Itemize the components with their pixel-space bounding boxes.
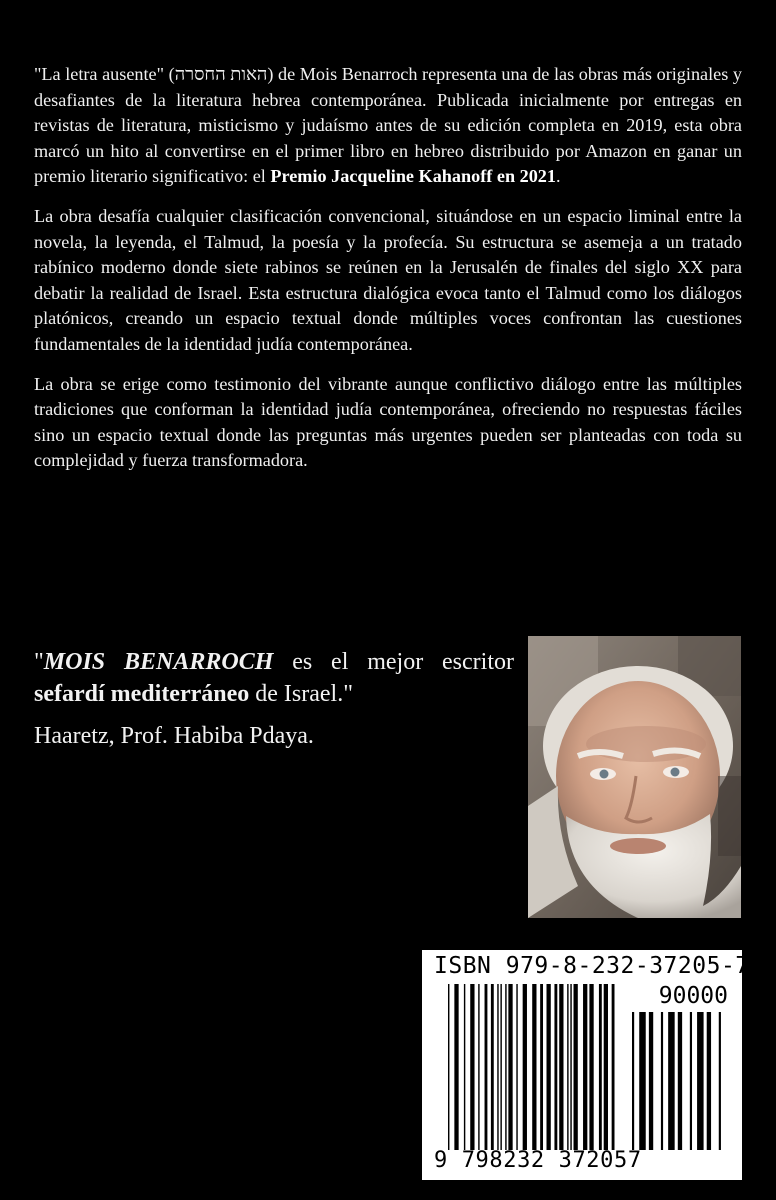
barcode-bar xyxy=(707,1012,711,1150)
barcode-bar xyxy=(697,1012,704,1150)
barcode-bar xyxy=(478,984,479,1150)
barcode-bar xyxy=(678,1012,682,1150)
ean-digits: 9 798232 372057 xyxy=(434,1148,642,1173)
barcode-bar xyxy=(532,984,536,1150)
barcode-bar xyxy=(540,984,543,1150)
barcode-bar xyxy=(464,984,465,1150)
barcode-bar xyxy=(583,984,587,1150)
quote-open: " xyxy=(34,649,44,675)
barcode-bar xyxy=(570,984,571,1150)
barcode-bar xyxy=(497,984,498,1150)
barcode-bar xyxy=(632,1012,634,1150)
barcode-bar xyxy=(554,984,557,1150)
barcode-bar xyxy=(639,1012,646,1150)
quote-author-name: MOIS BENARROCH xyxy=(43,649,274,675)
quote-mid: es el mejor escritor xyxy=(273,649,514,675)
quote-text xyxy=(34,646,514,710)
barcode-bar xyxy=(719,1012,721,1150)
barcode-bar xyxy=(516,984,517,1150)
blurb-paragraph-3: La obra se erige como testimonio del vibrante aunque conflictivo diálogo entre las múltiples tradiciones que conforman la identidad judía contemporánea, ofreciendo no respuestas fáciles sino un espacio textual donde las preguntas más urgentes pueden ser planteadas con toda su complejidad y fuerza transformadora. xyxy=(34,373,742,471)
barcode-bar xyxy=(690,1012,692,1150)
addon-barcode-bars xyxy=(632,1012,726,1150)
quote-end: de Israel." xyxy=(249,681,354,707)
isbn-label: ISBN 979-8-232-37205-7 xyxy=(434,953,750,979)
barcode-bar xyxy=(508,984,512,1150)
barcode-bar xyxy=(470,984,474,1150)
barcode-bar xyxy=(649,1012,653,1150)
barcode-bar xyxy=(668,1012,675,1150)
author-quote xyxy=(34,646,514,752)
barcode-bar xyxy=(574,984,578,1150)
author-portrait-image xyxy=(528,636,741,918)
barcode-bar xyxy=(599,984,602,1150)
isbn-barcode xyxy=(422,950,750,1180)
barcode-bar xyxy=(559,984,563,1150)
barcode-bar xyxy=(567,984,568,1150)
barcode-bar xyxy=(589,984,593,1150)
barcode-bar xyxy=(547,984,551,1150)
barcode-bar xyxy=(523,984,527,1150)
barcode-bar xyxy=(485,984,488,1150)
quote-source: Haaretz, Prof. Habiba Pdaya. xyxy=(34,723,314,749)
barcode-bar xyxy=(505,984,506,1150)
barcode-bar xyxy=(491,984,494,1150)
blurb-paragraph-1 xyxy=(34,62,742,190)
barcode-bar xyxy=(454,984,458,1150)
price-code: 90000 xyxy=(658,983,728,1009)
back-cover-blurb xyxy=(34,62,742,488)
barcode-bar xyxy=(604,984,608,1150)
blurb-paragraph-2: La obra desafía cualquier clasificación convencional, situándose en un espacio liminal entre la novela, la leyenda, el Talmud, la poesía y la profecía. Su estructura se asemeja a un tratado rabínico moderno donde siete rabinos se reúnen en la Jerusalén de finales del siglo XX para debatir la realidad de Israel. Esta estructura dialógica evoca tanto el Talmud como los diálogos platónicos, creando un espacio textual donde múltiples voces confrontan las cuestiones fundamentales de la identidad judía contemporánea. xyxy=(34,205,742,354)
blurb-p1-text: "La letra ausente" (האות החסרה) de Mois Benarroch representa una de las obras más originales y desafiantes de la literatura hebrea contemporánea. Publicada inicialmente por entregas en revistas de literatura, misticismo y judaísmo antes de su edición completa en 2019, esta obra marcó un hito al convertirse en el primer libro en hebreo distribuido por Amazon en ganar un premio literario significativo: el xyxy=(34,64,742,187)
author-photo xyxy=(528,636,741,918)
barcode-bar xyxy=(448,984,449,1150)
barcode-bar xyxy=(661,1012,663,1150)
quote-bold: sefardí mediterráneo xyxy=(34,681,250,707)
blurb-p1-end: . xyxy=(555,166,561,187)
barcode-bar xyxy=(612,984,615,1150)
award-name: Premio Jacqueline Kahanoff en 2021 xyxy=(270,166,556,187)
barcode-bar xyxy=(500,984,501,1150)
ean-barcode-bars xyxy=(448,984,618,1150)
